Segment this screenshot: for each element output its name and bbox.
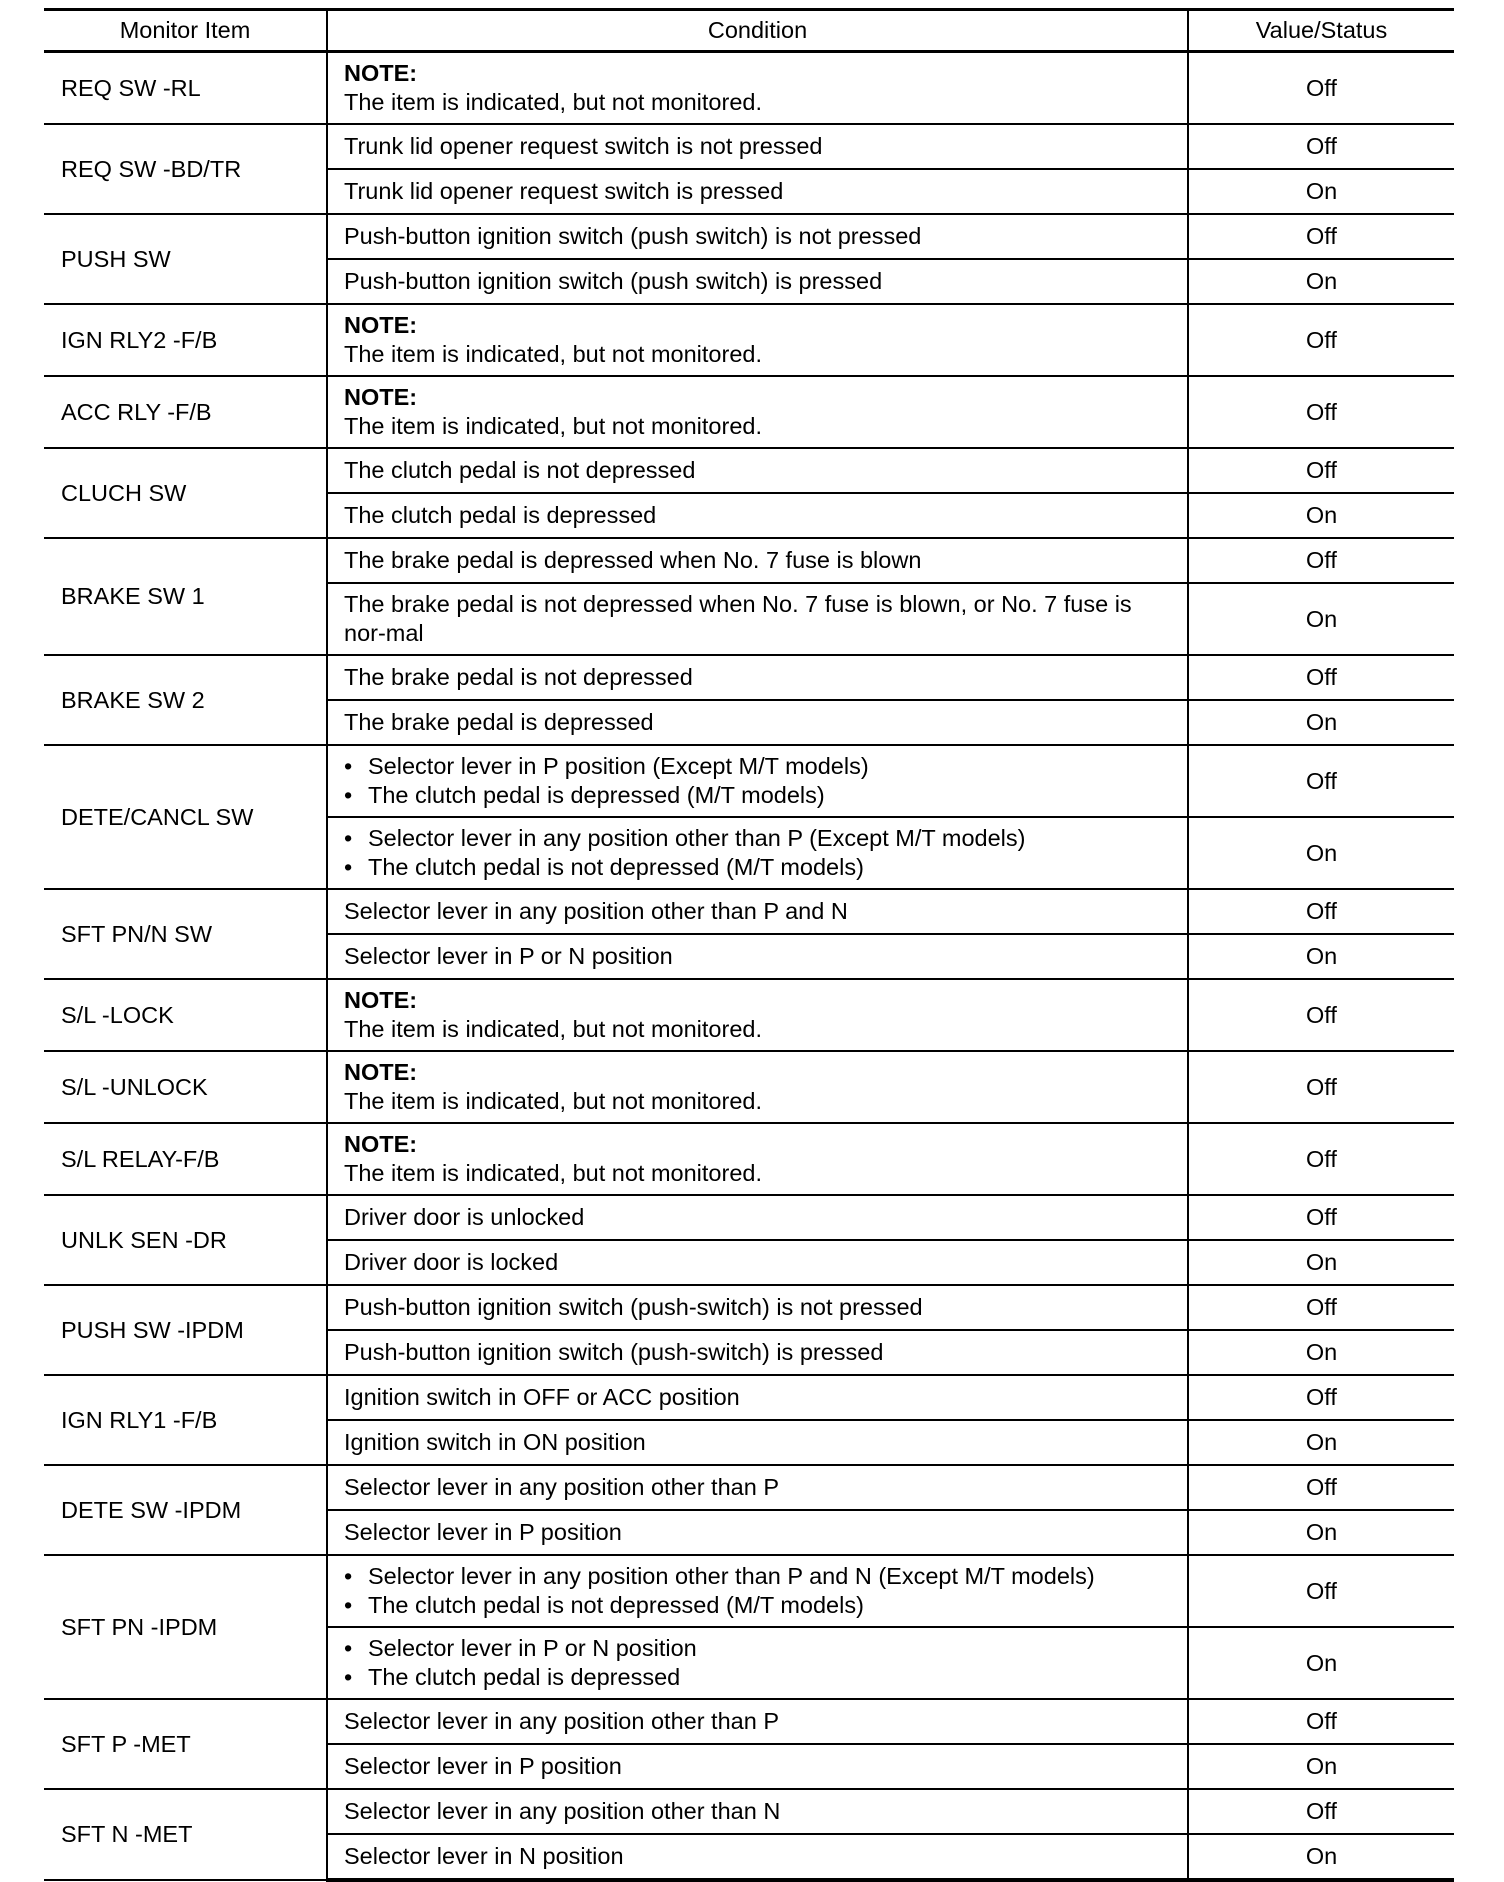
condition-text: The brake pedal is not depressed when No. 7 fuse is blown, or No. 7 fuse is nor-mal — [344, 591, 1132, 646]
condition-cell — [327, 1285, 1188, 1330]
value-status-cell: On — [1188, 1330, 1454, 1375]
value-status-cell: Off — [1188, 538, 1454, 583]
monitor-item-cell: SFT P -MET — [44, 1699, 327, 1789]
header-monitor-item: Monitor Item — [44, 10, 327, 52]
note-label: NOTE: — [344, 1059, 418, 1085]
condition-bullet-item: • The clutch pedal is not depressed (M/T models) — [344, 1591, 1179, 1620]
monitor-item-cell: BRAKE SW 2 — [44, 655, 327, 745]
table-row — [44, 1465, 1454, 1510]
table-row — [44, 376, 1454, 448]
value-status-cell: On — [1188, 583, 1454, 655]
note-text: The item is indicated, but not monitored. — [344, 89, 762, 115]
value-status-cell: Off — [1188, 304, 1454, 376]
condition-text: The clutch pedal is depressed — [344, 502, 657, 528]
condition-bullet-list — [344, 1634, 1179, 1692]
value-status-cell: On — [1188, 493, 1454, 538]
monitor-item-cell: IGN RLY2 -F/B — [44, 304, 327, 376]
condition-cell — [327, 1195, 1188, 1240]
condition-text: Ignition switch in ON position — [344, 1429, 646, 1455]
condition-bullet-item: • Selector lever in P position (Except M/T models) — [344, 752, 1179, 781]
condition-bullet-item: • The clutch pedal is depressed — [344, 1663, 1179, 1692]
monitor-item-cell: REQ SW -RL — [44, 52, 327, 125]
condition-cell — [327, 493, 1188, 538]
condition-cell — [327, 1699, 1188, 1744]
note-text: The item is indicated, but not monitored. — [344, 1016, 762, 1042]
value-status-cell: On — [1188, 1510, 1454, 1555]
condition-cell — [327, 583, 1188, 655]
value-status-cell: Off — [1188, 1375, 1454, 1420]
condition-text: Selector lever in P position — [344, 1519, 622, 1545]
value-status-cell: On — [1188, 1420, 1454, 1465]
value-status-cell: On — [1188, 169, 1454, 214]
condition-cell — [327, 1375, 1188, 1420]
condition-cell — [327, 655, 1188, 700]
condition-text: Selector lever in N position — [344, 1843, 624, 1869]
monitor-item-table — [44, 8, 1454, 1882]
value-status-cell: Off — [1188, 1699, 1454, 1744]
table-row — [44, 448, 1454, 493]
table-row — [44, 1285, 1454, 1330]
monitor-item-cell: S/L -UNLOCK — [44, 1051, 327, 1123]
condition-text: Selector lever in P position — [344, 1753, 622, 1779]
condition-text: Selector lever in any position other than P — [344, 1474, 780, 1500]
condition-text: The brake pedal is not depressed — [344, 664, 693, 690]
condition-text: Selector lever in any position other than P and N — [344, 898, 848, 924]
table-row — [44, 124, 1454, 169]
note-label: NOTE: — [344, 384, 418, 410]
table-body — [44, 52, 1454, 1881]
condition-bullet-list — [344, 752, 1179, 810]
condition-cell — [327, 700, 1188, 745]
condition-text: Ignition switch in OFF or ACC position — [344, 1384, 740, 1410]
condition-cell — [327, 124, 1188, 169]
condition-cell — [327, 1834, 1188, 1880]
value-status-cell: Off — [1188, 1195, 1454, 1240]
table-row — [44, 655, 1454, 700]
value-status-cell: Off — [1188, 979, 1454, 1051]
value-status-cell: Off — [1188, 124, 1454, 169]
condition-text: The brake pedal is depressed — [344, 709, 654, 735]
condition-bullet-item: • Selector lever in P or N position — [344, 1634, 1179, 1663]
value-status-cell: On — [1188, 1834, 1454, 1880]
value-status-cell: Off — [1188, 376, 1454, 448]
condition-text: The brake pedal is depressed when No. 7 fuse is blown — [344, 547, 922, 573]
table-row — [44, 1555, 1454, 1627]
table-row — [44, 889, 1454, 934]
condition-cell — [327, 52, 1188, 125]
condition-cell — [327, 934, 1188, 979]
table-row — [44, 52, 1454, 125]
condition-cell — [327, 745, 1188, 817]
monitor-item-cell: IGN RLY1 -F/B — [44, 1375, 327, 1465]
condition-bullet-list — [344, 1562, 1179, 1620]
value-status-cell: Off — [1188, 1051, 1454, 1123]
condition-text: Push-button ignition switch (push switch) is not pressed — [344, 223, 922, 249]
condition-bullet-item: • Selector lever in any position other than P (Except M/T models) — [344, 824, 1179, 853]
header-row — [44, 10, 1454, 52]
monitor-item-cell: ACC RLY -F/B — [44, 376, 327, 448]
condition-cell — [327, 1240, 1188, 1285]
condition-text: Driver door is unlocked — [344, 1204, 585, 1230]
table-row — [44, 1375, 1454, 1420]
condition-cell — [327, 1627, 1188, 1699]
condition-bullet-item: • Selector lever in any position other than P and N (Except M/T models) — [344, 1562, 1179, 1591]
header-value-status: Value/Status — [1188, 10, 1454, 52]
condition-cell — [327, 817, 1188, 889]
note-label: NOTE: — [344, 60, 418, 86]
note-text: The item is indicated, but not monitored. — [344, 341, 762, 367]
condition-cell — [327, 1789, 1188, 1834]
monitor-item-cell: SFT PN -IPDM — [44, 1555, 327, 1699]
value-status-cell: Off — [1188, 214, 1454, 259]
condition-bullet-item: • The clutch pedal is not depressed (M/T models) — [344, 853, 1179, 882]
table-row — [44, 1051, 1454, 1123]
table-row — [44, 1195, 1454, 1240]
value-status-cell: Off — [1188, 1285, 1454, 1330]
table-row — [44, 745, 1454, 817]
condition-cell — [327, 1123, 1188, 1195]
table-row — [44, 1123, 1454, 1195]
condition-text: Push-button ignition switch (push switch) is pressed — [344, 268, 883, 294]
condition-cell — [327, 376, 1188, 448]
condition-text: Selector lever in P or N position — [344, 943, 673, 969]
table-row — [44, 979, 1454, 1051]
note-label: NOTE: — [344, 987, 418, 1013]
condition-cell — [327, 1330, 1188, 1375]
condition-text: The clutch pedal is not depressed — [344, 457, 696, 483]
condition-cell — [327, 538, 1188, 583]
condition-bullet-list — [344, 824, 1179, 882]
value-status-cell: On — [1188, 700, 1454, 745]
monitor-item-cell: DETE/CANCL SW — [44, 745, 327, 889]
table-row — [44, 304, 1454, 376]
monitor-item-cell: S/L -LOCK — [44, 979, 327, 1051]
condition-cell — [327, 1744, 1188, 1789]
monitor-item-cell: SFT PN/N SW — [44, 889, 327, 979]
condition-cell — [327, 1420, 1188, 1465]
value-status-cell: On — [1188, 817, 1454, 889]
condition-cell — [327, 304, 1188, 376]
header-condition: Condition — [327, 10, 1188, 52]
note-text: The item is indicated, but not monitored. — [344, 1088, 762, 1114]
monitor-item-cell: BRAKE SW 1 — [44, 538, 327, 655]
condition-text: Trunk lid opener request switch is not pressed — [344, 133, 823, 159]
condition-cell — [327, 1510, 1188, 1555]
monitor-item-cell: PUSH SW — [44, 214, 327, 304]
table-row — [44, 214, 1454, 259]
condition-bullet-item: • The clutch pedal is depressed (M/T models) — [344, 781, 1179, 810]
value-status-cell: On — [1188, 1240, 1454, 1285]
value-status-cell: Off — [1188, 889, 1454, 934]
value-status-cell: Off — [1188, 52, 1454, 125]
condition-text: Driver door is locked — [344, 1249, 559, 1275]
monitor-item-cell: SFT N -MET — [44, 1789, 327, 1880]
monitor-item-cell: REQ SW -BD/TR — [44, 124, 327, 214]
value-status-cell: On — [1188, 259, 1454, 304]
condition-cell — [327, 259, 1188, 304]
note-label: NOTE: — [344, 312, 418, 338]
monitor-item-document — [44, 8, 1454, 1882]
condition-text: Push-button ignition switch (push-switch) is pressed — [344, 1339, 884, 1365]
note-text: The item is indicated, but not monitored. — [344, 413, 762, 439]
value-status-cell: Off — [1188, 448, 1454, 493]
monitor-item-cell: DETE SW -IPDM — [44, 1465, 327, 1555]
table-row — [44, 1789, 1454, 1834]
condition-text: Selector lever in any position other than P — [344, 1708, 780, 1734]
value-status-cell: Off — [1188, 1465, 1454, 1510]
note-label: NOTE: — [344, 1131, 418, 1157]
table-header — [44, 10, 1454, 52]
condition-cell — [327, 214, 1188, 259]
value-status-cell: On — [1188, 934, 1454, 979]
condition-text: Selector lever in any position other than N — [344, 1798, 781, 1824]
value-status-cell: Off — [1188, 655, 1454, 700]
monitor-item-cell: UNLK SEN -DR — [44, 1195, 327, 1285]
table-row — [44, 1699, 1454, 1744]
condition-text: Trunk lid opener request switch is pressed — [344, 178, 784, 204]
condition-cell — [327, 169, 1188, 214]
condition-cell — [327, 448, 1188, 493]
condition-cell — [327, 1555, 1188, 1627]
condition-cell — [327, 979, 1188, 1051]
value-status-cell: Off — [1188, 745, 1454, 817]
monitor-item-cell: CLUCH SW — [44, 448, 327, 538]
condition-cell — [327, 1051, 1188, 1123]
condition-text: Push-button ignition switch (push-switch) is not pressed — [344, 1294, 923, 1320]
value-status-cell: On — [1188, 1627, 1454, 1699]
value-status-cell: On — [1188, 1744, 1454, 1789]
condition-cell — [327, 889, 1188, 934]
condition-cell — [327, 1465, 1188, 1510]
monitor-item-cell: S/L RELAY-F/B — [44, 1123, 327, 1195]
value-status-cell: Off — [1188, 1123, 1454, 1195]
monitor-item-cell: PUSH SW -IPDM — [44, 1285, 327, 1375]
value-status-cell: Off — [1188, 1789, 1454, 1834]
note-text: The item is indicated, but not monitored. — [344, 1160, 762, 1186]
value-status-cell: Off — [1188, 1555, 1454, 1627]
table-row — [44, 538, 1454, 583]
